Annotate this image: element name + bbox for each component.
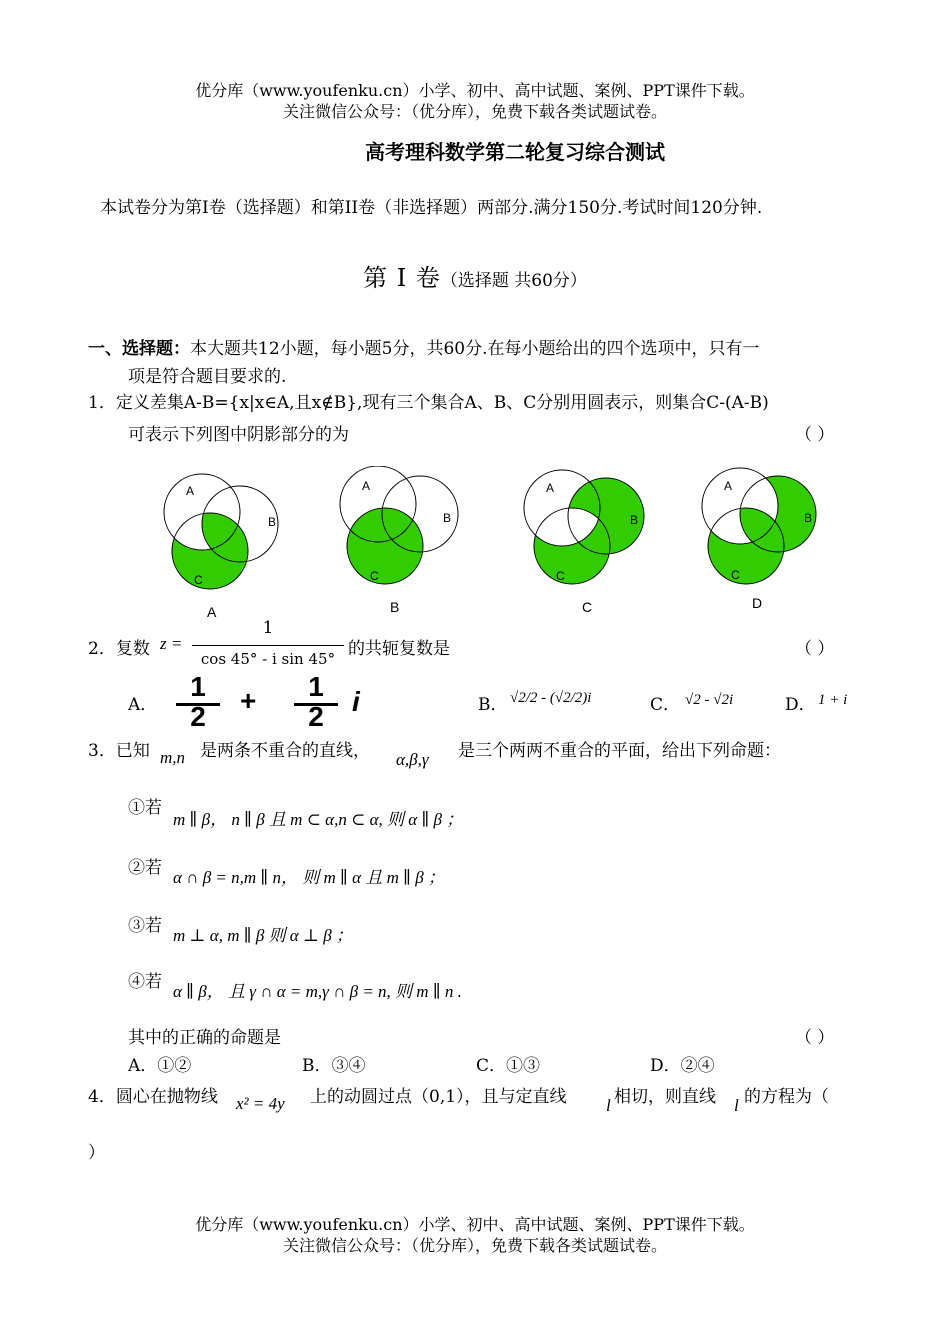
q3-option-d: D．②④ — [650, 1056, 715, 1076]
q1-line1 — [88, 388, 769, 413]
volume-heading — [0, 258, 950, 293]
q3-option-a: A．①② — [128, 1056, 192, 1076]
q2-option-a-label: A． — [128, 695, 158, 715]
q2-option-b-label: B． — [478, 695, 508, 715]
page-title: 高考理科数学第二轮复习综合测试 — [365, 140, 665, 164]
venn-b-option-label: B — [390, 599, 400, 615]
q2-option-a-frac2-num: 1 — [308, 671, 324, 702]
section1-text2: 项是符合题目要求的. — [128, 367, 287, 387]
q3-num: 3． — [88, 741, 116, 761]
q2-option-d-expr: 1 + i — [818, 692, 848, 708]
q4-p1: 圆心在抛物线 — [115, 1087, 218, 1107]
q1-text1: 定义差集A-B={x|x∈A,且x∉B},现有三个集合A、B、C分别用圆表示，则集合C-(A-B) — [115, 393, 769, 413]
venn-option-c — [524, 470, 644, 615]
venn-c-label-a: A — [546, 481, 555, 495]
q2-option-d-label: D． — [785, 695, 816, 715]
venn-d-label-a: A — [724, 479, 733, 493]
q4-line — [88, 1082, 218, 1107]
q2-option-c-label: C． — [650, 695, 681, 715]
q2-suffix: 的共轭复数是 — [348, 639, 450, 659]
q3-question: 其中的正确的命题是 — [128, 1028, 281, 1048]
q1-text2: 可表示下列图中阴影部分的为 — [128, 425, 349, 445]
q3-s3-expr: m ⊥ α, m ∥ β 则 α ⊥ β ； — [173, 926, 353, 945]
venn-d-label-c: C — [731, 568, 740, 582]
q3-s1-label: ①若 — [128, 798, 162, 818]
venn-b-label-b: B — [443, 511, 452, 525]
venn-c-option-label: C — [582, 599, 593, 615]
q2-option-c-expr: √2 - √2i — [685, 692, 734, 708]
venn-b-label-c: C — [370, 569, 379, 583]
q4-p2: 上的动圆过点（0,1），且与定直线 — [310, 1087, 567, 1107]
q4-parabola: x² = 4y — [236, 1094, 285, 1113]
q2-denominator: cos 45° - i sin 45° — [200, 650, 336, 668]
q3-p2: 是两条不重合的直线， — [200, 741, 370, 761]
volume-main: 第 I 卷 — [363, 264, 441, 292]
q2-option-b-expr: √2/2 - (√2/2)i — [510, 690, 592, 706]
q2-prefix: 复数 — [115, 639, 150, 659]
q1-venn-diagrams — [150, 466, 870, 626]
q3-option-c: C．①③ — [476, 1056, 541, 1076]
q4-p3: 相切，则直线 — [614, 1087, 716, 1107]
q3-line — [88, 736, 150, 761]
q2-answer-paren: （ ） — [795, 639, 835, 659]
q3-s2-expr: α ∩ β = n,m ∥ n， 则 m ∥ α 且 m ∥ β ； — [173, 868, 445, 887]
q2-option-a-plus: + — [240, 685, 257, 716]
q2-option-a-i: i — [352, 686, 360, 717]
header-line-2: 关注微信公众号：（优分库），免费下载各类试题试卷。 — [282, 102, 667, 121]
q2-option-a-frac1-num: 1 — [190, 671, 206, 702]
q2-numerator: 1 — [262, 618, 274, 638]
q3-s4-label: ④若 — [128, 972, 162, 992]
q3-s2-label: ②若 — [128, 858, 162, 878]
venn-d-option-label: D — [752, 595, 763, 611]
q4-cont: ） — [88, 1143, 105, 1163]
venn-a-label-b: B — [268, 515, 277, 529]
q3-s3-label: ③若 — [128, 916, 162, 936]
venn-option-b — [340, 466, 458, 615]
q3-s4-expr: α ∥ β， 且 γ ∩ α = m,γ ∩ β = n, 则 m ∥ n . — [173, 982, 462, 1001]
q3-mn: m,n — [160, 748, 186, 767]
venn-a-label-c: C — [194, 573, 203, 587]
section1-label: 一、选择题： — [88, 339, 190, 359]
q2-option-a-frac1-den: 2 — [190, 701, 206, 732]
venn-d-label-b: B — [804, 511, 813, 525]
q1-answer-paren: （ ） — [795, 425, 835, 445]
q2-option-a-frac2-den: 2 — [308, 701, 324, 732]
q2-z-eq: z = — [160, 634, 183, 653]
q2-num: 2． — [88, 639, 116, 659]
venn-a-option-label: A — [207, 604, 217, 620]
section1-line1 — [88, 334, 759, 359]
header-line-1: 优分库（www.youfenku.cn）小学、初中、高中试题、案例、PPT课件下载。 — [195, 81, 755, 100]
q4-num: 4． — [88, 1087, 116, 1107]
venn-option-a — [164, 474, 278, 620]
venn-a-label-a: A — [186, 484, 195, 498]
q2-fraction-bar — [192, 645, 344, 646]
venn-c-label-c: C — [556, 569, 565, 583]
section1-text1: 本大题共12小题，每小题5分，共60分.在每小题给出的四个选项中，只有一 — [190, 339, 760, 359]
q3-option-b: B．③④ — [302, 1056, 366, 1076]
footer-line-2: 关注微信公众号：（优分库），免费下载各类试题试卷。 — [282, 1236, 667, 1255]
footer-line-1: 优分库（www.youfenku.cn）小学、初中、高中试题、案例、PPT课件下载。 — [195, 1215, 755, 1234]
q2-line — [88, 634, 150, 659]
q3-abg: α,β,γ — [396, 750, 429, 769]
q3-p3: 是三个两两不重合的平面，给出下列命题： — [458, 741, 781, 761]
q4-p4: 的方程为（ — [744, 1087, 829, 1107]
q3-answer-paren: （ ） — [795, 1028, 835, 1048]
q4-line-l-1: l — [606, 1096, 611, 1115]
q3-s1-expr: m ∥ β， n ∥ β 且 m ⊂ α,n ⊂ α, 则 α ∥ β ； — [173, 810, 464, 829]
intro-text: 本试卷分为第I卷（选择题）和第II卷（非选择题）两部分.满分150分.考试时间120分钟. — [100, 198, 763, 218]
q1-num: 1． — [88, 393, 116, 413]
venn-b-label-a: A — [362, 479, 371, 493]
venn-option-d — [702, 468, 816, 611]
venn-c-label-b: B — [630, 513, 639, 527]
q4-line-l-2: l — [734, 1096, 739, 1115]
q3-p1: 已知 — [115, 741, 150, 761]
volume-sub: （选择题 共60分） — [440, 271, 587, 291]
